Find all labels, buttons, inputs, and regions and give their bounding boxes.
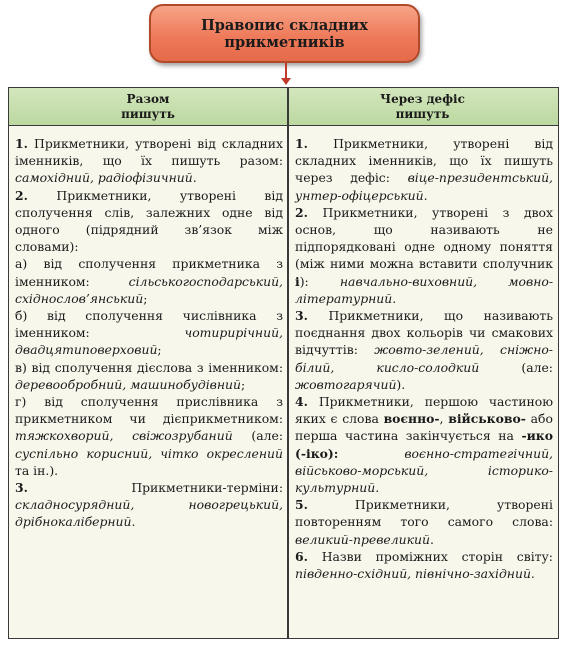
together-rule-2c-example: деревообробний, машинобудівний: [15, 376, 241, 392]
hyphen-rule-6-example: південно-східний, північно-західний: [295, 566, 531, 582]
together-rule-2: [15, 187, 283, 256]
together-rule-3-number: 3.: [15, 480, 28, 496]
hyphen-rule-3-but-open: (але:: [521, 359, 553, 375]
hyphen-rule-2-example: навчально-виховний, мовно-літературний: [295, 273, 554, 306]
together-rule-2d-but-close: та ін.).: [15, 462, 59, 478]
hyphen-rule-4-number: 4.: [295, 394, 308, 410]
hyphen-rule-6: 6. Назви проміжних сторін світу: південно-східний, північно-західний.: [295, 548, 553, 582]
together-rule-2d-text: г) від сполучення прислівника з прикметником чи дієприкметником:: [15, 394, 283, 427]
together-rule-2b-text: б) від сполучення числівника з іменником:: [15, 308, 283, 341]
hyphen-rule-1-number: 1.: [295, 136, 308, 151]
hyphen-rule-5-example: великий-превеликий: [295, 531, 430, 547]
hyphen-rule-1-text: Прикметники, утворені від складних іменників, що їх пишуть через дефіс:: [295, 136, 553, 186]
together-rule-1-example: самохідний, радіофізичний: [15, 170, 193, 186]
hyphen-rule-5-text: Прикметники, утворені повторенням того самого слова:: [295, 497, 553, 530]
together-rule-2c-text: в) від сполучення дієслова з іменником:: [15, 359, 283, 375]
together-rule-2d-but-open: (але:: [251, 428, 283, 444]
header-hyphen: [287, 88, 558, 126]
hyphen-rule-4-text-b: або перша частина закінчується на: [295, 411, 553, 444]
column-together: [15, 135, 283, 531]
header-hyphen-line-1: Через дефіс: [380, 91, 465, 106]
hyphen-rule-6-number: 6.: [295, 548, 308, 564]
title-banner: [149, 4, 420, 63]
together-rule-1-number: 1.: [15, 136, 28, 151]
title-line-2: прикметників: [224, 33, 345, 51]
hyphen-rule-4-word-1: воєнно-: [383, 411, 440, 427]
together-rule-3-text: Прикметники-терміни:: [131, 480, 283, 496]
together-rule-1: 1. Прикметники, утворені від складних іменників, що їх пишуть разом: самохідний, радіофізичний.: [15, 136, 283, 186]
hyphen-rule-2-conjunction: і: [295, 273, 300, 289]
hyphen-rule-5-number: 5.: [295, 497, 308, 513]
hyphen-rule-3-number: 3.: [295, 308, 308, 324]
rules-table: [8, 87, 559, 639]
header-together: [9, 88, 287, 126]
together-rule-2a-example: сільськогосподарський, східнослов’янський: [15, 273, 283, 306]
together-rule-3-example: складносурядний, новогрецький, дрібнокаліберний: [15, 497, 283, 530]
hyphen-rule-3-example: жовто-зелений, сніжно-білий, кисло-солодкий: [295, 342, 553, 375]
hyphen-rule-4-example: воєнно-стратегічний, військово-морський, історико-культурний: [295, 445, 553, 496]
hyphen-rule-5: 5. Прикметники, утворені повторенням того самого слова: великий-превеликий.: [295, 497, 553, 547]
together-rule-2d: [15, 393, 283, 479]
together-rule-2d-example: тяжкохворий, свіжозрубаний: [15, 428, 233, 444]
hyphen-rule-6-text: Назви проміжних сторін світу:: [321, 548, 553, 564]
together-rule-2a-text: а) від сполучення прикметника з іменником:: [15, 256, 283, 289]
hyphen-rule-3-text: Прикметники, що називають поєднання двох кольорів чи смакових відчуттів:: [295, 308, 553, 358]
header-together-line-2: пишуть: [121, 106, 175, 121]
hyphen-rule-4-word-2: військово-: [448, 411, 526, 427]
together-rule-2d-but-example: суспільно корисний, чітко окреслений: [15, 445, 283, 461]
header-hyphen-line-2: пишуть: [395, 106, 450, 121]
hyphen-rule-1-example: віце-президентський, унтер-офіцерський: [295, 170, 553, 203]
hyphen-rule-3: 3. Прикметники, що називають поєднання двох кольорів чи смакових відчуттів: жовто-зелений, сніжно-білий, кисло-солодкий (але: жовтогарячий).: [295, 308, 553, 392]
connector-arrow-line: [285, 63, 287, 79]
hyphen-rule-2: 2. Прикметники, утворені з двох основ, що називають не підпорядковані одне одному поняття (між ними можна вставити сполучник і): навчально-виховний, мовно-літературний.: [295, 204, 554, 306]
column-divider: [287, 88, 289, 638]
together-rule-2b-example: чотирирічний, двадцятиповерховий: [15, 325, 283, 358]
together-rule-2-text: Прикметники, утворені від сполучення слів, залежних одне від одного (підрядний зв’язок між словами):: [15, 187, 283, 255]
together-rule-2-number: 2.: [15, 187, 28, 203]
together-rule-3: 3. Прикметники-терміни: складносурядний, новогрецький, дрібнокаліберний.: [15, 480, 283, 530]
together-rule-1-text: Прикметники, утворені від складних іменників, що їх пишуть разом:: [15, 136, 283, 169]
together-rule-2c: в) від сполучення дієслова з іменником: деревообробний, машинобудівний;: [15, 359, 283, 392]
hyphen-rule-3-but-example: жовтогарячий: [295, 376, 397, 392]
hyphen-rule-4-suffix: -ико (-іко):: [295, 428, 553, 461]
column-hyphen: [295, 135, 553, 582]
hyphen-rule-4: 4. Прикметники, першою частиною яких є слова воєнно-, військово- або перша частина закінчується на -ико (-іко): воєнно-стратегічний, військово-морський, історико-культурний.: [295, 394, 553, 496]
hyphen-rule-2-text: Прикметники, утворені з двох основ, що називають не підпорядковані одне одному поняття (між ними можна вставити сполучник: [295, 204, 553, 272]
hyphen-rule-1: 1. Прикметники, утворені від складних іменників, що їх пишуть через дефіс: віце-президентський, унтер-офіцерський.: [295, 136, 553, 203]
together-rule-2b: б) від сполучення числівника з іменником: чотирирічний, двадцятиповерховий;: [15, 308, 283, 358]
arrow-down-icon: [281, 78, 291, 85]
header-together-line-1: Разом: [126, 91, 170, 106]
hyphen-rule-2-number: 2.: [295, 204, 308, 220]
title-line-1: Правопис складних: [201, 16, 368, 34]
together-rule-2a: а) від сполучення прикметника з іменником: сільськогосподарський, східнослов’янський;: [15, 256, 283, 306]
hyphen-rule-4-text-a: Прикметники, першою частиною яких є слова: [295, 394, 553, 427]
